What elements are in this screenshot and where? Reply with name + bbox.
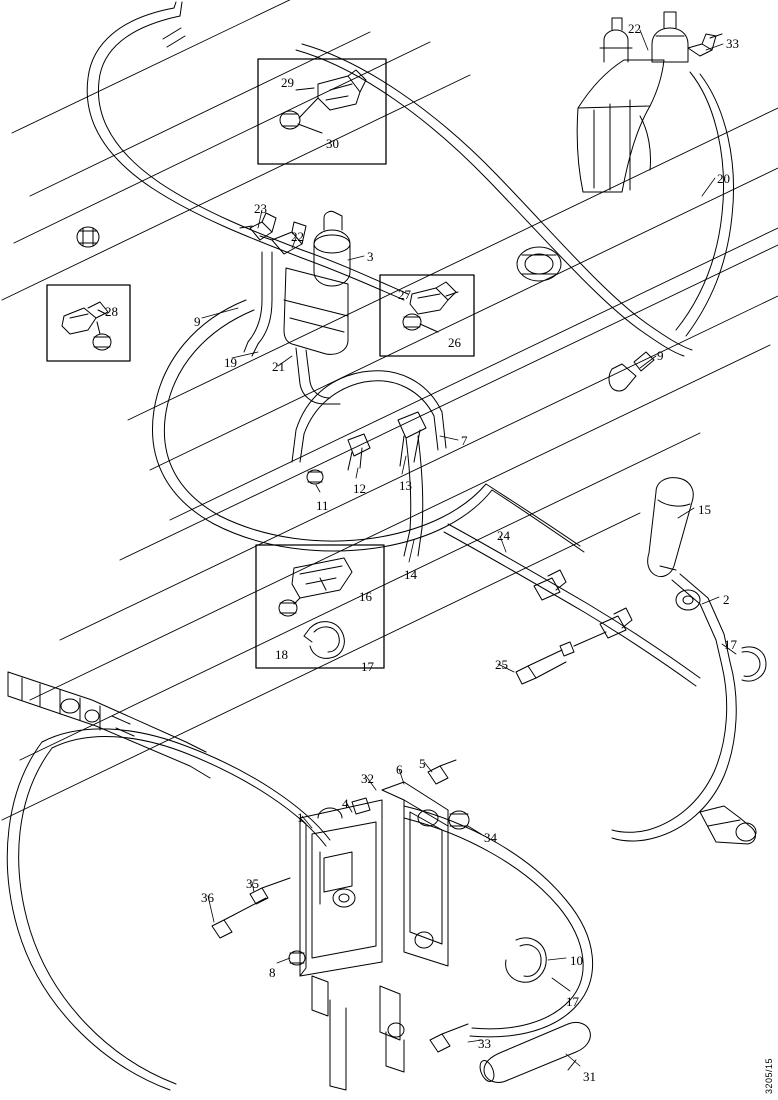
callout-4: 4 [342, 796, 349, 811]
callout-28: 28 [105, 304, 118, 319]
callout-36: 36 [201, 890, 214, 905]
callout-5: 5 [419, 756, 426, 771]
callout-25: 25 [495, 657, 508, 672]
callout-9-left: 9 [194, 314, 201, 329]
callout-22-mid: 22 [291, 229, 304, 244]
callout-24: 24 [497, 528, 510, 543]
callout-3: 3 [367, 249, 374, 264]
callout-29: 29 [281, 75, 294, 90]
callout-30: 30 [326, 136, 339, 151]
callout-35: 35 [246, 876, 259, 891]
callout-27: 27 [398, 287, 411, 302]
callout-31: 31 [583, 1069, 596, 1084]
callout-20: 20 [717, 171, 730, 186]
callout-32: 32 [361, 771, 374, 786]
callout-15: 15 [698, 502, 711, 517]
callout-16: 16 [359, 589, 372, 604]
callout-12: 12 [353, 481, 366, 496]
callout-22-top: 22 [628, 21, 641, 36]
callout-8: 8 [269, 965, 276, 980]
callout-14: 14 [404, 567, 417, 582]
callout-19: 19 [224, 355, 237, 370]
callout-2: 2 [723, 592, 730, 607]
callout-13: 13 [399, 478, 412, 493]
callout-17-inset: 17 [361, 659, 374, 674]
sheet-code: 3205/15 [764, 1057, 774, 1094]
callout-26: 26 [448, 335, 461, 350]
callout-9-right: 9 [657, 348, 664, 363]
callout-7: 7 [461, 433, 468, 448]
callout-33-top: 33 [726, 36, 739, 51]
callout-10: 10 [570, 953, 583, 968]
callout-23: 23 [254, 201, 267, 216]
callout-34: 34 [484, 830, 497, 845]
callout-11: 11 [316, 498, 329, 513]
callout-21: 21 [272, 359, 285, 374]
callout-17-bottom: 17 [566, 994, 579, 1009]
callout-6: 6 [396, 762, 403, 777]
callout-17-right: 17 [724, 637, 737, 652]
callout-18: 18 [275, 647, 288, 662]
callout-33-bottom: 33 [478, 1036, 491, 1051]
callout-1: 1 [297, 810, 304, 825]
